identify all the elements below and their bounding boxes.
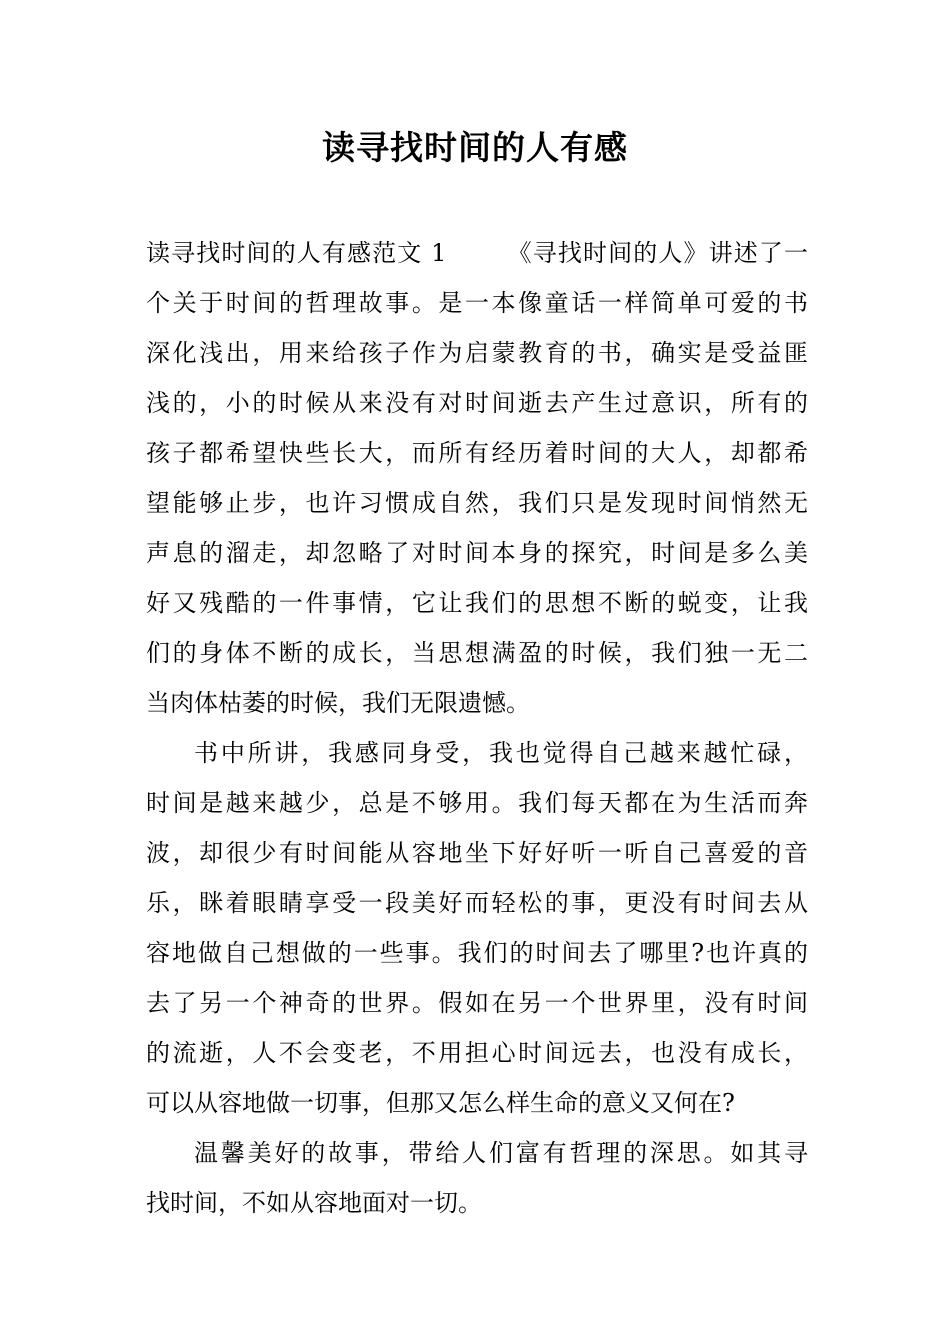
text-line: 的流逝，人不会变老，不用担心时间远去，也没有成长，: [146, 1039, 808, 1067]
text-line: 容地做自己想做的一些事。我们的时间去了哪里?也许真的: [146, 939, 808, 967]
paragraph-3: [146, 1128, 808, 1228]
text-line: 找时间，不如从容地面对一切。: [146, 1189, 482, 1217]
text-line: 乐，眯着眼睛享受一段美好而轻松的事，更没有时间去从: [146, 889, 808, 917]
text-line: 们的身体不断的成长，当思想满盈的时候，我们独一无二: [146, 639, 808, 667]
text-segment: 《寻找时间的人》讲述了一: [506, 239, 808, 267]
essay-label: 读寻找时间的人有感范文 1: [146, 239, 447, 267]
text-line: 浅的，小的时候从来没有对时间逝去产生过意识，所有的: [146, 389, 808, 417]
document-body: [146, 228, 808, 1228]
text-line: 温馨美好的故事，带给人们富有哲理的深思。如其寻: [194, 1139, 808, 1167]
text-line: 去了另一个神奇的世界。假如在另一个世界里，没有时间: [146, 989, 808, 1017]
text-line: 望能够止步，也许习惯成自然，我们只是发现时间悄然无: [146, 489, 808, 517]
text-line: 好又残酷的一件事情，它让我们的思想不断的蜕变，让我: [146, 589, 808, 617]
text-line: 书中所讲，我感同身受，我也觉得自己越来越忙碌，: [194, 739, 808, 767]
text-line: [146, 228, 808, 278]
text-line: 波，却很少有时间能从容地坐下好好听一听自己喜爱的音: [146, 839, 808, 867]
text-line: 深化浅出，用来给孩子作为启蒙教育的书，确实是受益匪: [146, 339, 808, 367]
text-line: 时间是越来越少，总是不够用。我们每天都在为生活而奔: [146, 789, 808, 817]
paragraph-1: [146, 228, 808, 728]
document-title: 读寻找时间的人有感: [322, 128, 628, 167]
paragraph-2: [146, 728, 808, 1128]
text-line: 孩子都希望快些长大，而所有经历着时间的大人，却都希: [146, 439, 808, 467]
text-line: 当肉体枯萎的时候，我们无限遗憾。: [146, 689, 530, 717]
text-line: 可以从容地做一切事，但那又怎么样生命的意义又何在?: [146, 1089, 735, 1117]
text-line: 个关于时间的哲理故事。是一本像童话一样简单可爱的书: [146, 289, 808, 317]
text-line: 声息的溜走，却忽略了对时间本身的探究，时间是多么美: [146, 539, 808, 567]
